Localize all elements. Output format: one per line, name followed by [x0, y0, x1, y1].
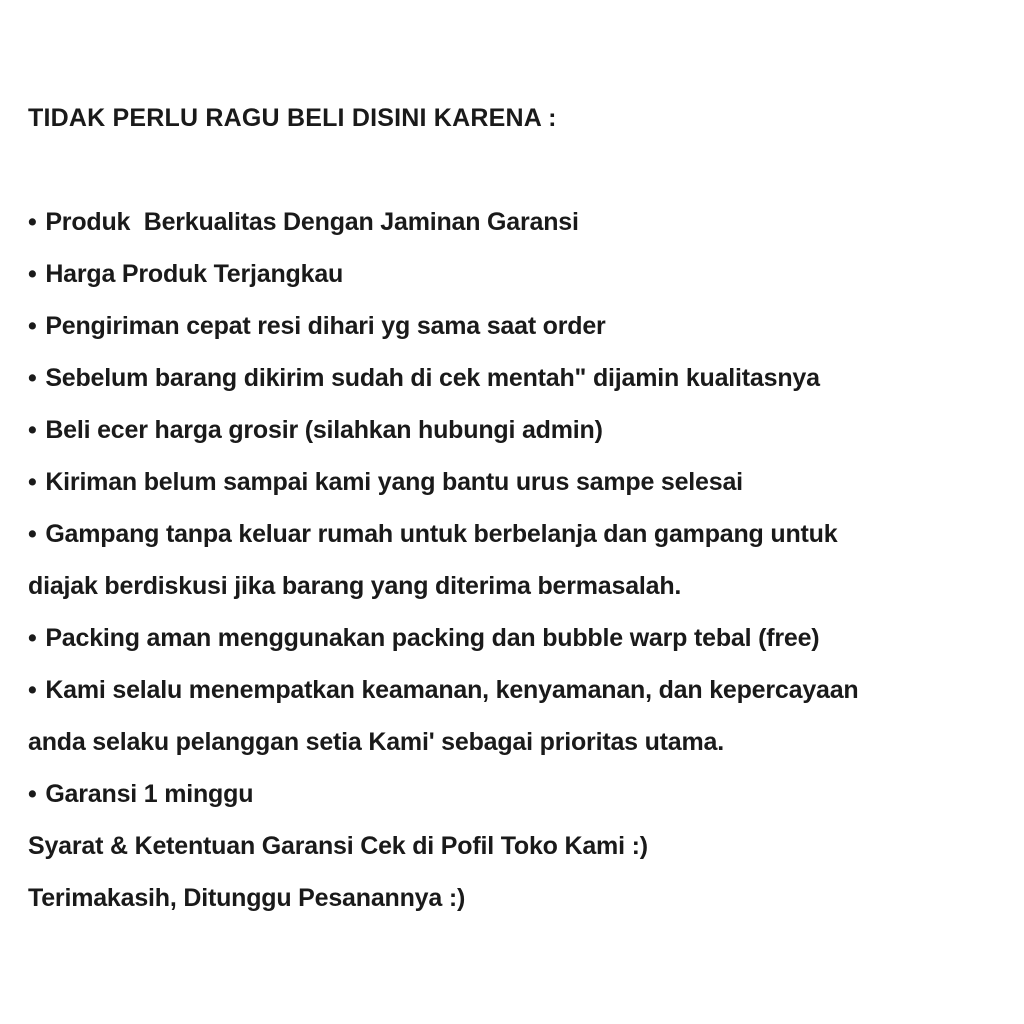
bullet-line [28, 768, 1008, 820]
bullet-line [28, 664, 1008, 716]
bullet-marker: • [28, 312, 44, 340]
bullet-marker: • [28, 468, 44, 496]
bullet-marker: • [28, 624, 44, 652]
line-text: diajak berdiskusi jika barang yang diterima bermasalah. [28, 572, 682, 600]
bullet-line [28, 300, 1008, 352]
bullet-marker: • [28, 416, 44, 444]
line-text: Kami selalu menempatkan keamanan, kenyamanan, dan kepercayaan [45, 676, 859, 704]
seller-info-panel [28, 92, 1008, 924]
bullet-marker: • [28, 780, 44, 808]
header-gap [28, 144, 1008, 196]
bullet-line [28, 196, 1008, 248]
text-line [28, 820, 1008, 872]
line-text: Produk Berkualitas Dengan Jaminan Garansi [45, 208, 579, 236]
line-text: Terimakasih, Ditunggu Pesanannya :) [28, 884, 466, 912]
line-text: Pengiriman cepat resi dihari yg sama saat order [45, 312, 606, 340]
line-text: Garansi 1 minggu [45, 780, 254, 808]
line-text: Harga Produk Terjangkau [45, 260, 344, 288]
bullet-line [28, 404, 1008, 456]
line-text: anda selaku pelanggan setia Kami' sebagai prioritas utama. [28, 728, 724, 756]
bullet-line [28, 248, 1008, 300]
bullet-line [28, 508, 1008, 560]
bullet-line [28, 352, 1008, 404]
line-text: Beli ecer harga grosir (silahkan hubungi admin) [45, 416, 603, 444]
bullet-marker: • [28, 520, 44, 548]
bullet-list [28, 196, 1008, 924]
bullet-marker: • [28, 676, 44, 704]
bullet-marker: • [28, 364, 44, 392]
line-text: Gampang tanpa keluar rumah untuk berbelanja dan gampang untuk [45, 520, 838, 548]
bullet-marker: • [28, 208, 44, 236]
line-text: Kiriman belum sampai kami yang bantu urus sampe selesai [45, 468, 743, 496]
bullet-line [28, 612, 1008, 664]
text-line [28, 872, 1008, 924]
line-text: Syarat & Ketentuan Garansi Cek di Pofil Toko Kami :) [28, 832, 648, 860]
text-line [28, 716, 1008, 768]
bullet-line [28, 456, 1008, 508]
line-text: Packing aman menggunakan packing dan bubble warp tebal (free) [45, 624, 820, 652]
line-text: Sebelum barang dikirim sudah di cek mentah" dijamin kualitasnya [45, 364, 820, 392]
page-title: TIDAK PERLU RAGU BELI DISINI KARENA : [28, 104, 557, 132]
bullet-marker: • [28, 260, 44, 288]
text-line [28, 560, 1008, 612]
